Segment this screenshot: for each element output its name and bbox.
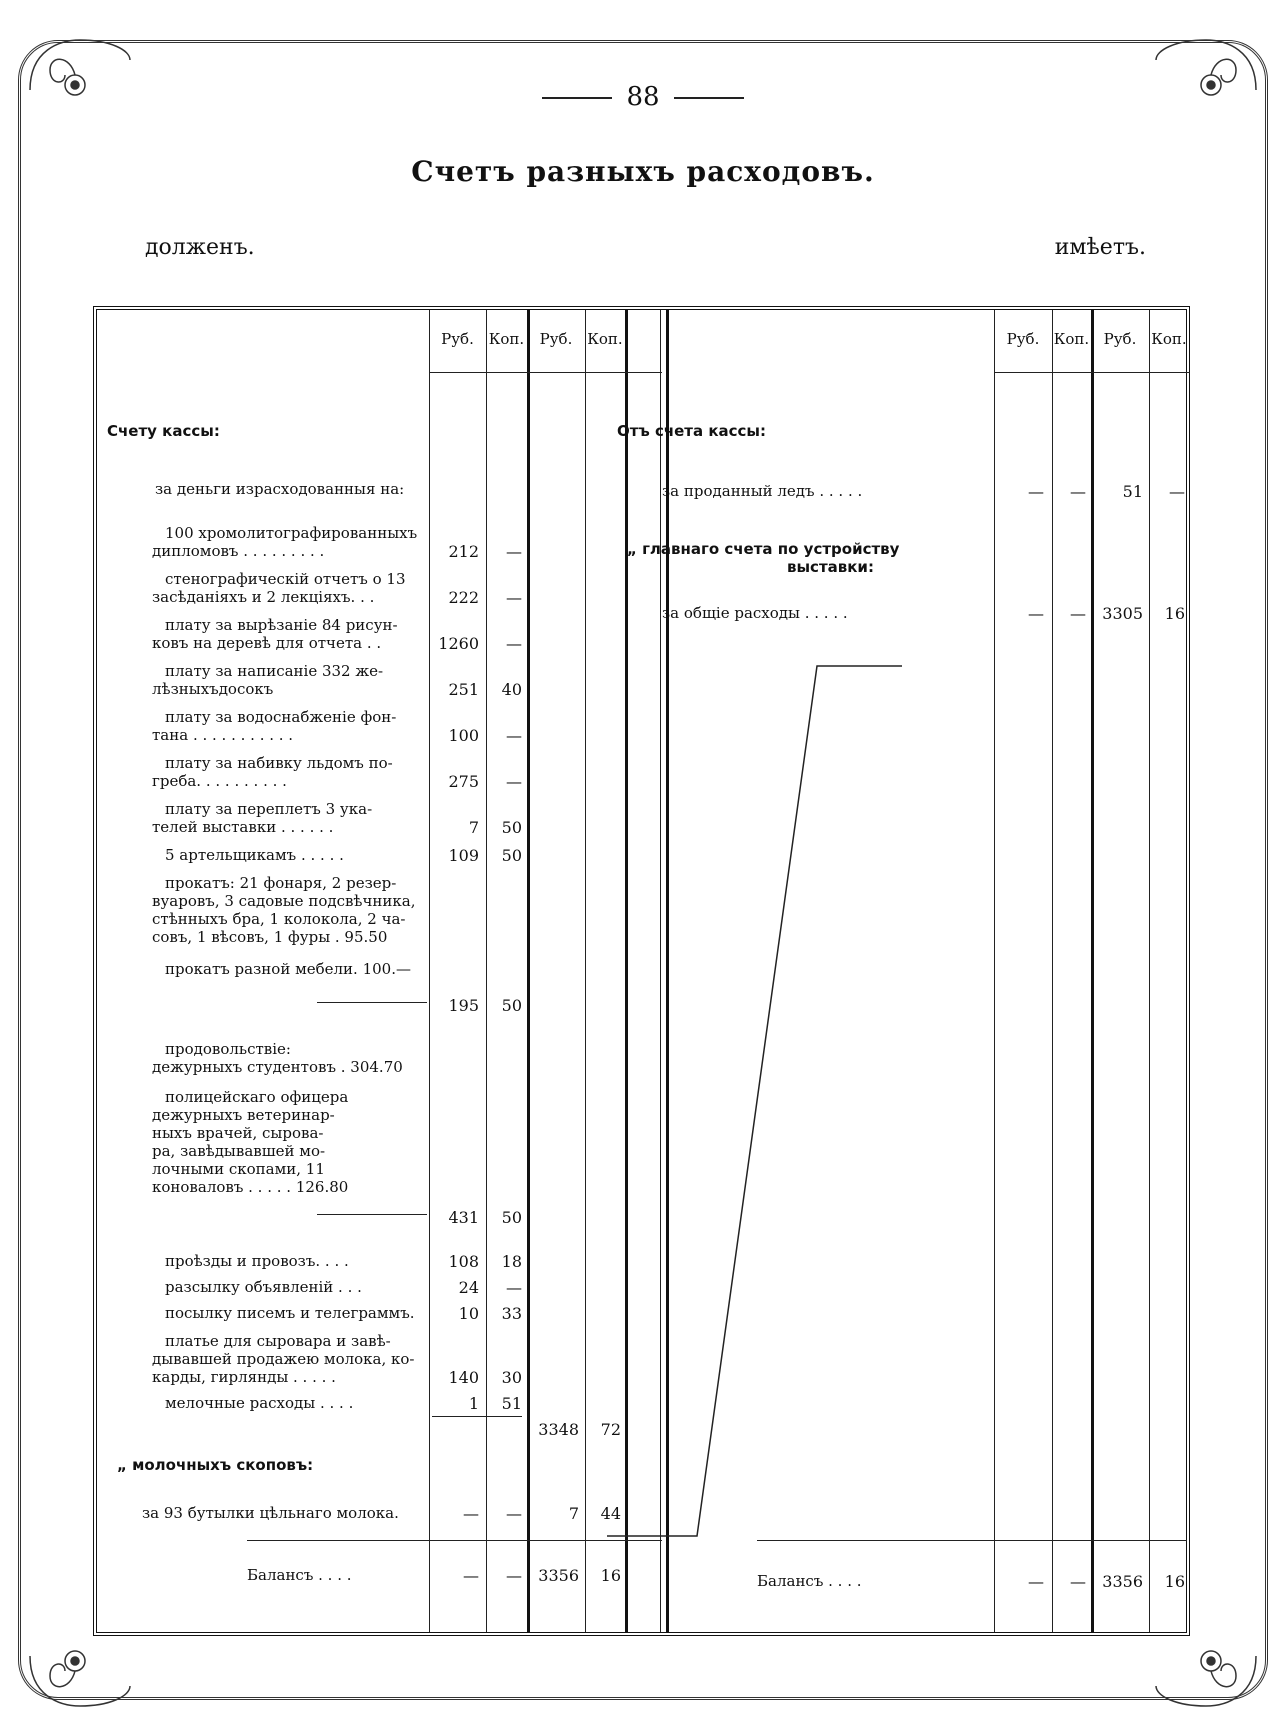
section-heading: Счету кассы:	[107, 422, 220, 440]
col-header-kop: Коп.	[1151, 330, 1187, 348]
section-heading: Отъ счета кассы:	[617, 422, 766, 440]
closing-stroke	[97, 310, 1187, 1630]
debit-label: долженъ.	[145, 235, 255, 260]
page-title: Счетъ разныхъ расходовъ.	[411, 155, 875, 188]
col-header-rub: Руб.	[441, 330, 474, 348]
page-number: 88	[0, 82, 1286, 112]
section-heading: выставки:	[787, 558, 874, 576]
section-heading: „ молочныхъ скоповъ:	[117, 1456, 314, 1474]
col-header-kop: Коп.	[1053, 330, 1090, 348]
section-heading: „ главнаго счета по устройству	[627, 540, 900, 558]
col-header-kop: Коп.	[488, 330, 525, 348]
ledger-table: Руб. Коп. Руб. Коп. Руб. Коп. Руб. Коп. Счету кассы: за деньги израсходованныя на: 100 хромолитографированныхъ дипломовъ . . . . . . . . . 212 — стенографическій отчетъ о 13 засѣданіяхъ и 2 лекціяхъ. . . 222 — плату за вырѣзаніе 84 рисун- ковъ на деревѣ для отчета . . 1260 — плату за написаніе 332 же- лѣзныхъдосокъ 251 40 плату за водоснабженіе фон- тана . . . . . . . . . . . 100 — плату за набивку льдомъ по- греба. . . . . . . . . . 275 — плату за переплетъ 3 ука- телей выставки . . . . . . 7 50 5 артельщикамъ . . . . . 109 50 прокатъ: 21 фонаря, 2 резер- вуаровъ, 3 садовые подсвѣчника, стѣнныхъ бра, 1 колокола, 2 ча- совъ, 1 вѣсовъ, 1 фуры . 95.50 прокатъ разной мебели. 100.— 195 50 продовольствіе: дежурныхъ студентовъ . 304.70 полицейскаго офицера дежурныхъ ветеринар- ныхъ врачей, сырова- ра, завѣдывавшей мо- лочными скопами, 11 коноваловъ . . . . . 126.80 431 50 проѣзды и провозъ. . . . 108 18 разсылку объявленій . . . 24 — посылку писемъ и телеграммъ. 10 33 платье для сыровара и завѣ- дывавшей продажею молока, ко- карды, гирлянды . . . . . 140 30 мелочные расходы . . . . 1 51 3348 72 „ молочныхъ скоповъ: за 93 бутылки цѣльнаго молока. — — 7 44 Балансъ . . . . — — 3356 16 Отъ счета кассы: за проданный ледъ . . . . . — — 51 — „ главнаго счета по устройству выставки: за общіе расходы . . . . . — — 3305 16 Балансъ . . . . — — 3356 16	[93, 306, 1190, 1636]
col-header-rub: Руб.	[539, 330, 573, 348]
intro-text: за деньги израсходованныя на:	[155, 480, 405, 498]
col-header-kop: Коп.	[587, 330, 623, 348]
col-header-rub: Руб.	[1103, 330, 1137, 348]
credit-label: имѣетъ.	[1054, 235, 1146, 260]
col-header-rub: Руб.	[1006, 330, 1040, 348]
